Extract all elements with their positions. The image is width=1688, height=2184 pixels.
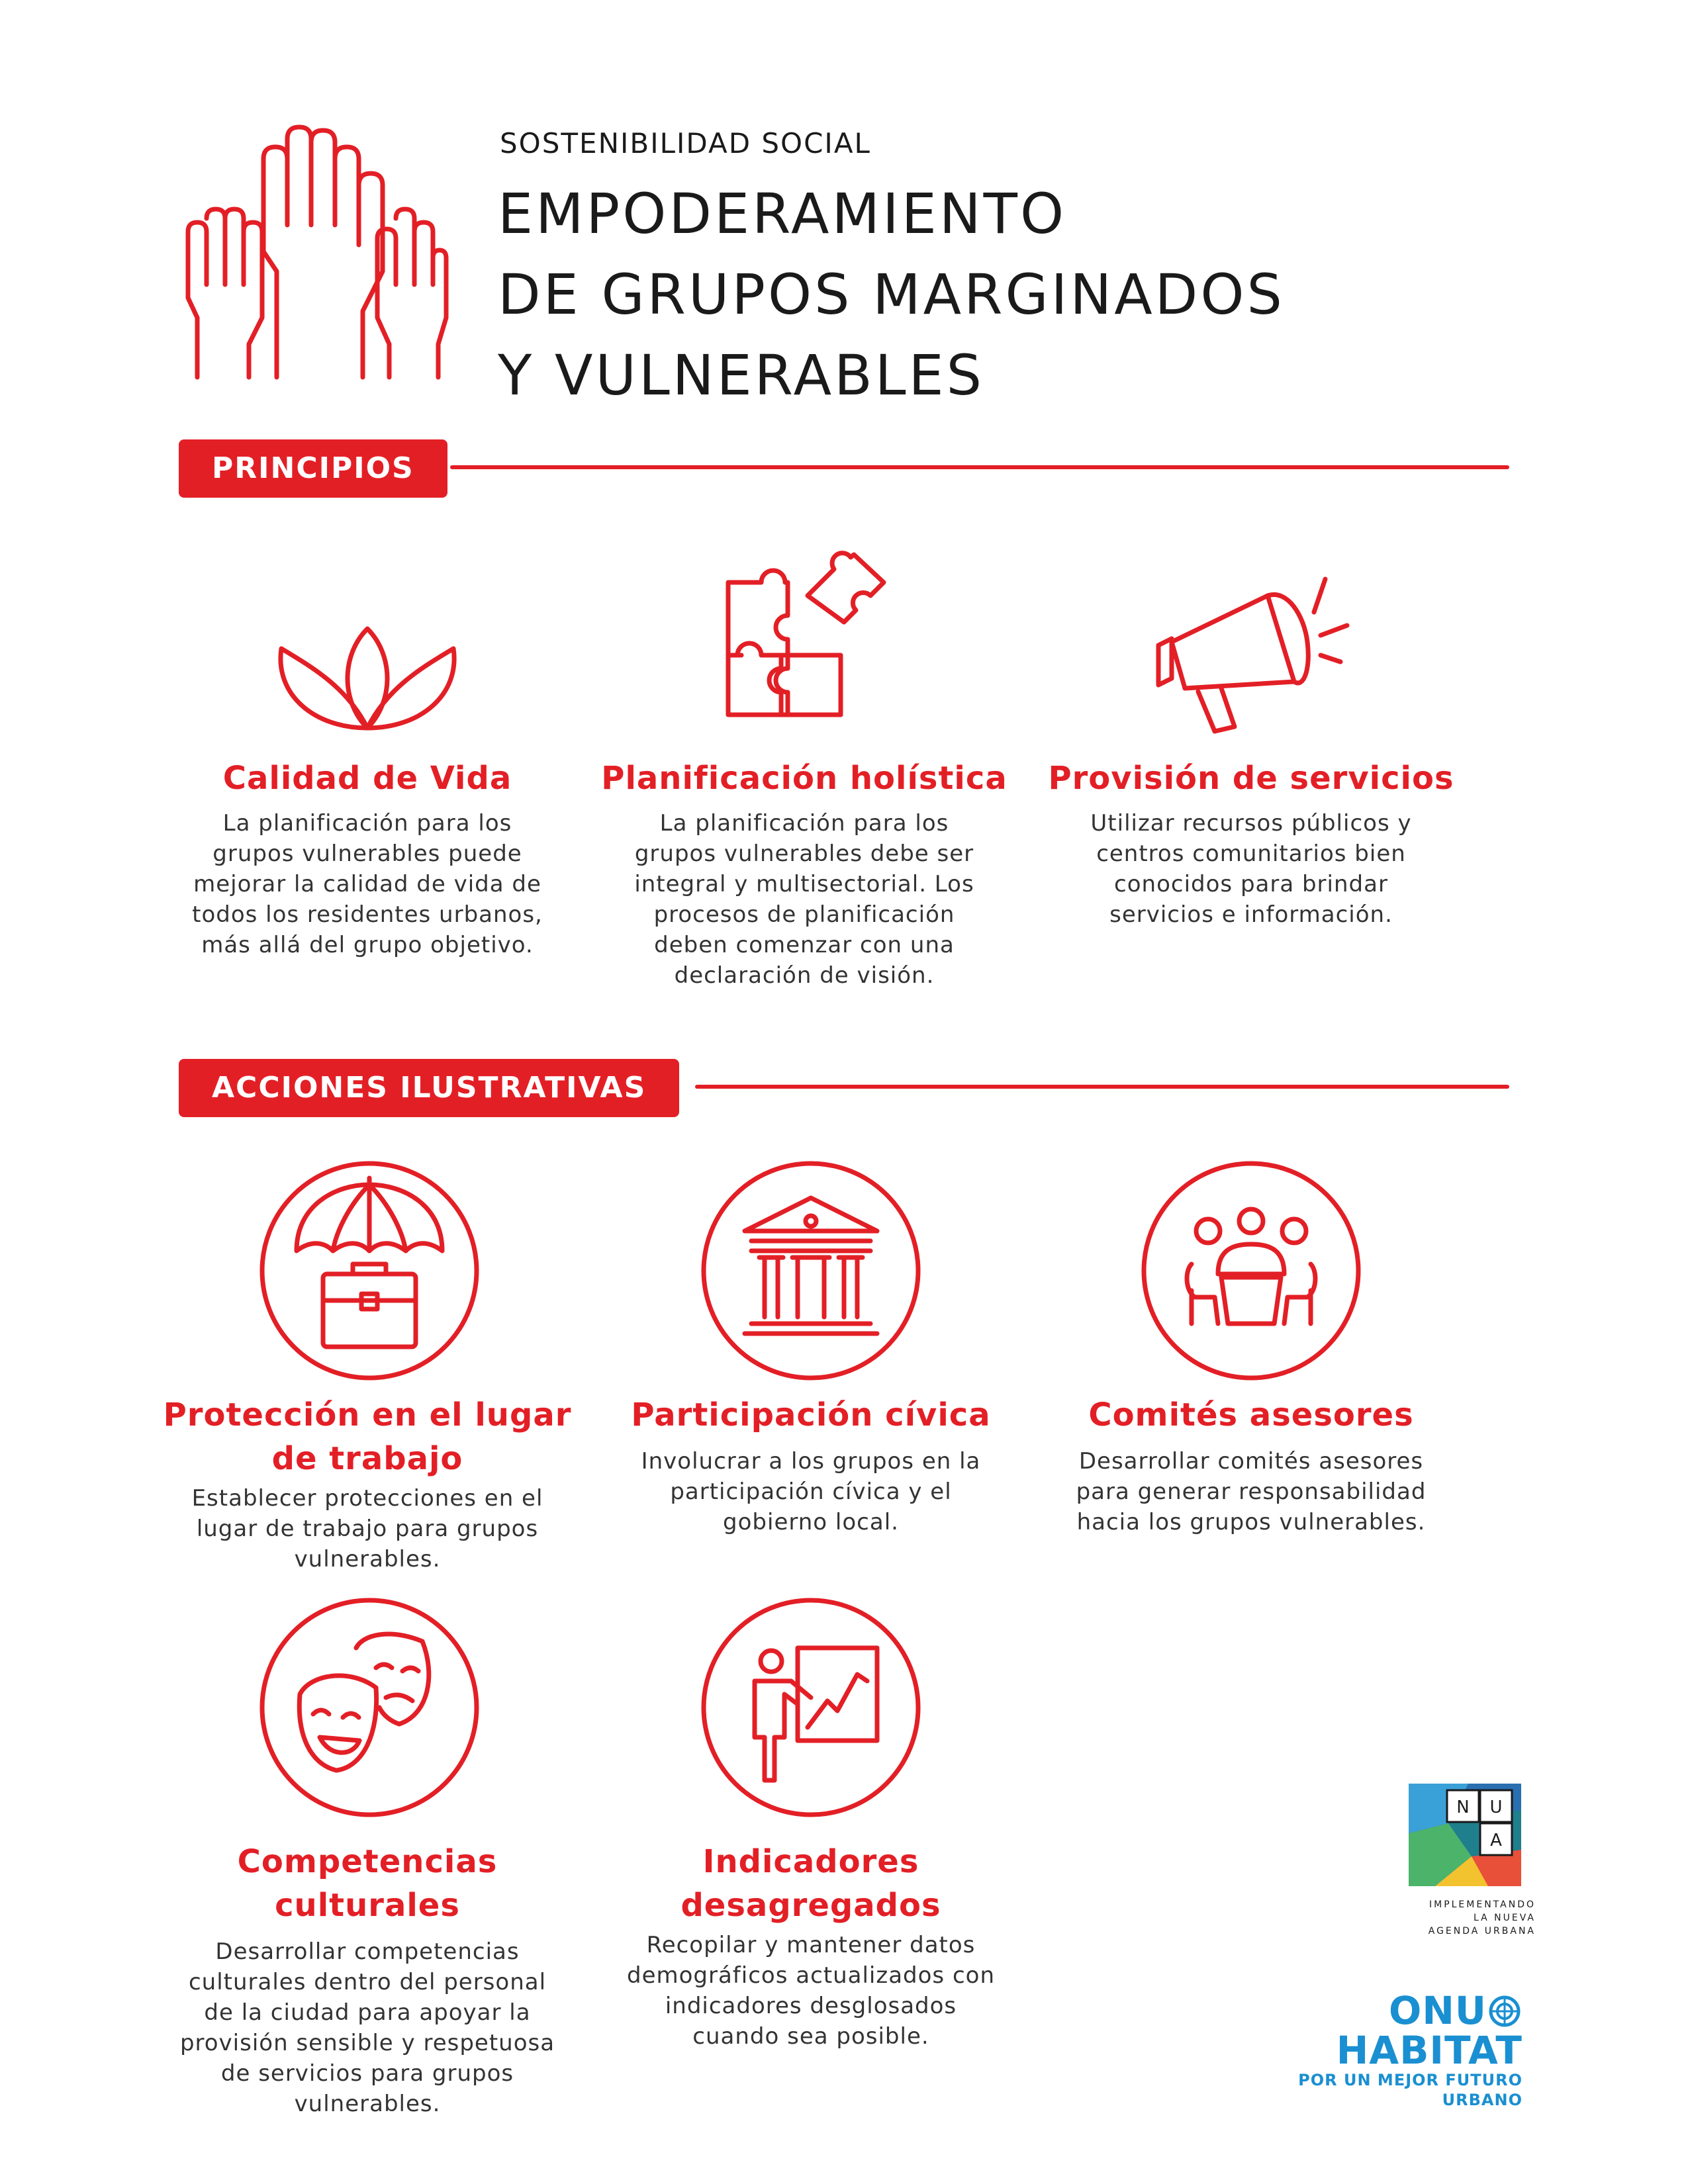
principle-provision-de-servicios (1046, 756, 1456, 930)
megaphone-icon (1152, 563, 1350, 741)
onu-text: ONU (1389, 1988, 1487, 2033)
onu-habitat-logo (1231, 1988, 1523, 2110)
onu-tagline: POR UN MEJOR FUTURO URBANO (1298, 2071, 1523, 2109)
action-title: Participación cívica (631, 1396, 991, 1433)
action-title: Protección en el lugar de trabajo (163, 1396, 572, 1477)
nua-letter-n: N (1456, 1797, 1470, 1817)
action-comites-asesores (1046, 1393, 1456, 1537)
title-line-1: EMPODERAMIENTO (498, 181, 1067, 246)
title-line-2: DE GRUPOS MARGINADOS (498, 262, 1285, 327)
habitat-text: HABITAT (1336, 2028, 1523, 2073)
principle-title: Calidad de Vida (222, 760, 512, 797)
theater-masks-icon (257, 1595, 482, 1820)
action-title: Comités asesores (1088, 1396, 1414, 1433)
principle-body: Utilizar recursos públicos y centros comunitarios bien conocidos para brindar servicios e información. (1090, 810, 1412, 928)
action-participacion-civica (606, 1393, 1016, 1537)
action-title: Indicadores desagregados (680, 1843, 941, 1924)
action-indicadores-desagregados (606, 1840, 1016, 2052)
action-body: Establecer protecciones en el lugar de trabajo para grupos vulnerables. (191, 1485, 543, 1572)
action-title: Competencias culturales (237, 1843, 498, 1924)
action-body: Desarrollar comités asesores para generar responsabilidad hacia los grupos vulnerables. (1076, 1448, 1427, 1535)
nua-logo (1409, 1784, 1521, 1886)
action-body: Involucrar a los grupos en la participación cívica y el gobierno local. (641, 1448, 981, 1535)
title-line-3: Y VULNERABLES (498, 343, 984, 408)
nua-letter-u: U (1489, 1797, 1503, 1817)
nua-caption: IMPLEMENTANDO LA NUEVA AGENDA URBANA (1428, 1899, 1536, 1936)
section-label-principios: PRINCIPIOS (179, 439, 447, 498)
presentation-chart-icon (698, 1595, 923, 1820)
action-proteccion-lugar-de-trabajo (162, 1393, 573, 1574)
action-body: Desarrollar competencias culturales dentro del personal de la ciudad para apoyar la provisión sensible y respetuosa de servicios para grupos vulnerables. (179, 1938, 555, 2117)
section-divider (450, 465, 1509, 469)
principle-title: Planificación holística (601, 760, 1008, 797)
section-label-acciones: ACCIONES ILUSTRATIVAS (179, 1059, 679, 1117)
un-emblem-icon (1488, 1995, 1521, 2028)
raised-hands-icon (184, 119, 449, 384)
government-building-icon (698, 1158, 923, 1383)
principle-title: Provisión de servicios (1048, 760, 1454, 797)
header-kicker: SOSTENIBILIDAD SOCIAL (500, 127, 871, 159)
meeting-table-icon (1139, 1158, 1364, 1383)
umbrella-briefcase-icon (257, 1158, 482, 1383)
principle-planificacion-holistica (599, 756, 1009, 991)
action-body: Recopilar y mantener datos demográficos actualizados con indicadores desglosados cuando sea posible. (626, 1932, 996, 2050)
principle-body: La planificación para los grupos vulnerables debe ser integral y multisectorial. Los procesos de planificación deben comenzar con una declaración de visión. (634, 810, 974, 989)
page-title (498, 173, 1285, 416)
leaves-icon (268, 582, 467, 735)
section-divider (695, 1085, 1509, 1089)
action-competencias-culturales (156, 1840, 579, 2119)
puzzle-icon (722, 549, 894, 721)
principle-body: La planificación para los grupos vulnerables puede mejorar la calidad de vida de todos los residentes urbanos, más allá del grupo objetivo. (192, 810, 543, 958)
nua-letter-a: A (1490, 1831, 1502, 1850)
principle-calidad-de-vida (162, 756, 573, 960)
